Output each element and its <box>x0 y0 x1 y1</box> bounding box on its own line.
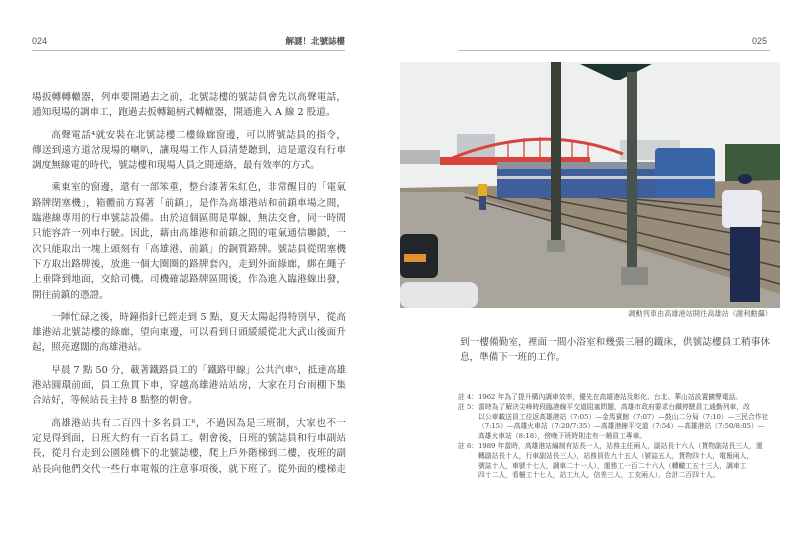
footnote-line: 轉副站長十人，行車副站長三人），站務員佐九十五人（號誌五人，貨物四十人，電報兩人， <box>478 451 754 460</box>
text-line: 合站好，等候站長主持 8 點整的朝會。 <box>32 395 198 407</box>
page-number-left: 024 <box>32 36 48 46</box>
text-line: 站長向他們交代一些行車電報的注意事項後，就下班了。從外面的樓梯走 <box>32 463 346 475</box>
paragraph <box>32 363 346 409</box>
text-line: 只能容許一列車行駛。因此，藉由高雄港和前鎮之間的電氣通信聯鎖，一 <box>32 228 346 240</box>
text-line: 開往前鎮的憑證。 <box>32 289 109 301</box>
footnote-line: 號誌十人，車號十七人，調車二十一人），運務工一百二十六人（轉轍工五十三人，調車工 <box>478 461 747 470</box>
pole-base <box>547 240 565 252</box>
train-stripe <box>497 176 715 179</box>
text-line: 下方取出路牌後，放進一個大圈圈的路牌套內，走到外面綠廊，綁在繩子 <box>32 258 346 270</box>
footnote-line: 四十二人，看柵工十七人，站工九人，信差三人，工友兩人），合計二百四十人。 <box>478 471 720 480</box>
paragraph <box>32 310 346 356</box>
text-line: 早晨 7 點 50 分，載著鐵路員工的「鐵路甲線」公共汽車⁵，抵達高雄 <box>51 364 346 376</box>
text-line: 起，照亮遼闊的高雄港站。 <box>32 342 148 354</box>
text-line: 長，從月台走到公園陸橋下的北號誌樓，爬上戶外階梯到二樓，夜班的副 <box>32 448 346 460</box>
text-line: 乘東室的窗邊，還有一部笨重，整台漆著朱紅色，非常醒目的「電氣 <box>51 182 346 194</box>
paragraph <box>32 180 346 302</box>
footnote-line: 註 6：1989 年當時，高雄港站編制有站長一人，站務主任兩人，副站長十六人（貨物副站長三人，運 <box>458 441 763 450</box>
text-line: 臨港線專用的行車號誌設備。由於這個區間是單線，無法交會，同一時間 <box>32 213 346 225</box>
body-text-left <box>32 90 346 477</box>
pole-base <box>621 267 648 285</box>
paragraph <box>32 416 346 477</box>
text-line: 港站圓環前面，員工魚貫下車，穿越高雄港站站房，大家在月台雨棚下集 <box>32 380 346 392</box>
body-line: 息，準備下一班的工作。 <box>460 352 566 364</box>
pole <box>627 72 637 270</box>
car-light <box>404 254 426 262</box>
footnote-line: 註 4：1962 年為了提升構內調車效率，優先在高雄港站及彰化、台北、華山站設置擴聲電話。 <box>458 393 743 401</box>
body-line: 到一樓備勤室，裡面一間小浴室和幾張三層的鐵床，供號誌樓員工稍事休 <box>460 337 770 348</box>
paragraph <box>32 128 346 174</box>
header-rule-right <box>458 50 770 51</box>
man-shirt <box>722 190 762 228</box>
man-cap <box>738 174 752 184</box>
footnote-line: （7:15）—高雄火車站（7:20/7:35）—高雄港線平交道（7:54）—高雄港站（7:50/8:05）— <box>478 422 765 431</box>
text-line: 上垂降到地面，交給司機。司機確認路牌區間後，作為進入臨港線出發， <box>32 274 346 286</box>
photo-caption: 調動列車由高雄港站開往高雄站（謝利勳攝） <box>628 309 772 318</box>
header-rule-left <box>32 50 345 51</box>
text-line: 高雄港站共有二百四十多名員工⁶，不過因為是三班制，大家也不一 <box>51 417 346 429</box>
text-line: 傳送到遠方道岔現場的喇叭，讓現場工作人員清楚聽到，這是還沒有行車 <box>32 144 346 156</box>
footnote-line: 高雄火車站（8:18），傍晚下班時則走有一趟員工專車。 <box>478 432 647 441</box>
text-line: 雄港站北號誌樓的綠廊，望向東邊，可以看到日頭緩緩從北大武山後面升 <box>32 327 346 339</box>
footnote <box>458 393 770 403</box>
text-line: 通知現場的調車工，跑過去扳轉鎚柄式轉轍器，開通進入 A 線 2 股道。 <box>32 107 336 119</box>
page-number-right: 025 <box>752 36 768 46</box>
text-line: 定見得到面，日班大約有一百名員工。朝會後，日班的號誌員和行車副站 <box>32 432 346 444</box>
footnote-line: 以公車載送員工往返高雄港站（7:05）—金馬賓館（7:07）—鼓山二分局（7:10）—三民合作社 <box>478 412 769 421</box>
running-head: 解謎！北號誌樓 <box>285 37 345 47</box>
text-line: 調度無線電的時代，號誌樓和現場人員之間連絡，最有效率的方式。 <box>32 160 320 172</box>
text-line: 次只能取出一塊上頭刻有「高雄港、前鎮」的銅質路牌。號誌員從閉塞機 <box>32 243 346 255</box>
footnote <box>458 403 770 442</box>
footnote-line: 註 5：當時為了解決尖峰時段臨港線平交道阻塞問題，高雄市政府要求台鐵停駛員工通勤列車，改 <box>458 402 750 411</box>
pole <box>551 62 561 247</box>
photo-train-station <box>400 62 780 308</box>
text-line: 場扳轉轉轍器，列車要開過去之前，北號誌樓的號誌員會先以高聲電話， <box>32 92 346 103</box>
worker-legs <box>479 196 486 210</box>
footnotes <box>458 393 770 481</box>
building <box>400 150 440 164</box>
text-line: 高聲電話⁴就安裝在北號誌樓二樓綠廊窗邊，可以將號誌員的指令， <box>51 129 346 141</box>
worker-yellow <box>478 184 487 196</box>
paragraph <box>32 90 346 121</box>
car-hood <box>400 282 478 308</box>
text-line: 一陣忙碌之後，時鐘指針已經走到 5 點，夏天太陽起得特別早，從高 <box>51 311 346 323</box>
body-text-right <box>460 335 770 366</box>
footnote <box>458 442 770 481</box>
train-end-car <box>655 148 715 198</box>
text-line: 路牌閉塞機」，箱體前方寫著「前鎮」，是作為高雄港站和前鎮車場之間， <box>32 197 346 209</box>
man-pants <box>730 227 760 302</box>
